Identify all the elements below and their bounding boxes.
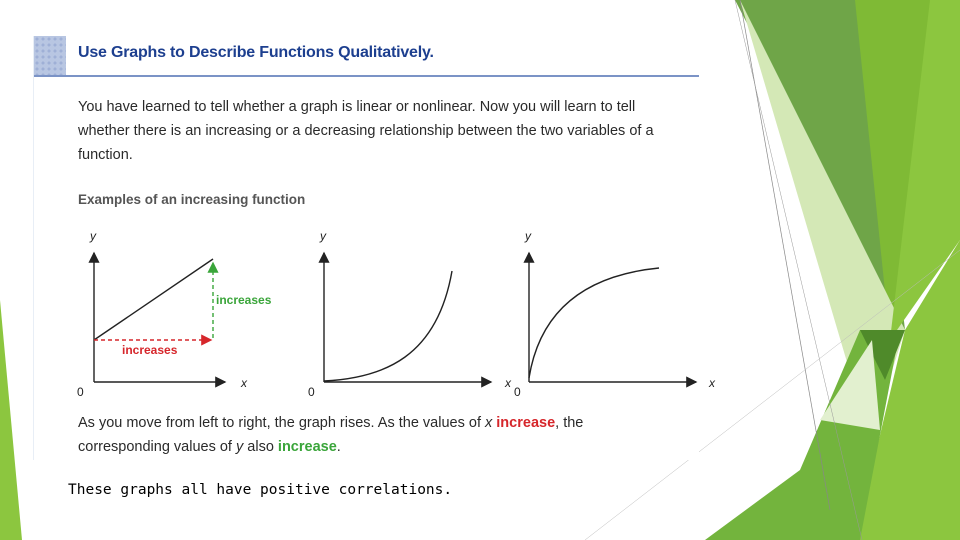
graph-concave-down (504, 221, 715, 399)
x-axis-label: x (709, 376, 715, 390)
caption-text: . (336, 439, 341, 455)
function-curve (324, 271, 452, 381)
header-tab-pattern (34, 36, 66, 76)
lesson-title: Use Graphs to Describe Functions Qualitatively. (78, 44, 434, 61)
annotation-horizontal: increases (122, 343, 178, 357)
intro-paragraph: You have learned to tell whether a graph is linear or nonlinear. Now you will learn to tell whether there is an increasing or a decreasing relationship between the two variables of a function. (78, 99, 654, 163)
caption-variable-x: x (485, 415, 493, 431)
origin-label: 0 (77, 385, 84, 399)
function-line (94, 259, 213, 340)
annotation-vertical: increases (216, 293, 272, 307)
textbook-excerpt (33, 36, 715, 460)
examples-heading: Examples of an increasing function (78, 192, 306, 207)
graph-linear (70, 221, 280, 399)
caption-paragraph (78, 411, 678, 459)
caption-variable-y: y (236, 439, 244, 455)
header-rule (34, 75, 699, 77)
y-axis-label: y (90, 229, 96, 243)
caption-increase-green: increase (277, 439, 337, 455)
y-axis-label: y (320, 229, 326, 243)
origin-label: 0 (514, 385, 521, 399)
x-axis-label: x (241, 376, 247, 390)
origin-label: 0 (308, 385, 315, 399)
left-edge-facet (0, 300, 22, 540)
caption-text: also (243, 439, 278, 455)
caption-text: , the corresponding values of (78, 415, 584, 455)
x-axis-label: x (505, 376, 511, 390)
function-curve (529, 268, 659, 378)
y-axis-label: y (525, 229, 531, 243)
graph-concave-up (299, 221, 511, 399)
caption-text: As you move from left to right, the graph rises. As the values of (78, 415, 485, 431)
footer-note: These graphs all have positive correlations. (68, 482, 453, 498)
caption-increase-red: increase (496, 415, 556, 431)
